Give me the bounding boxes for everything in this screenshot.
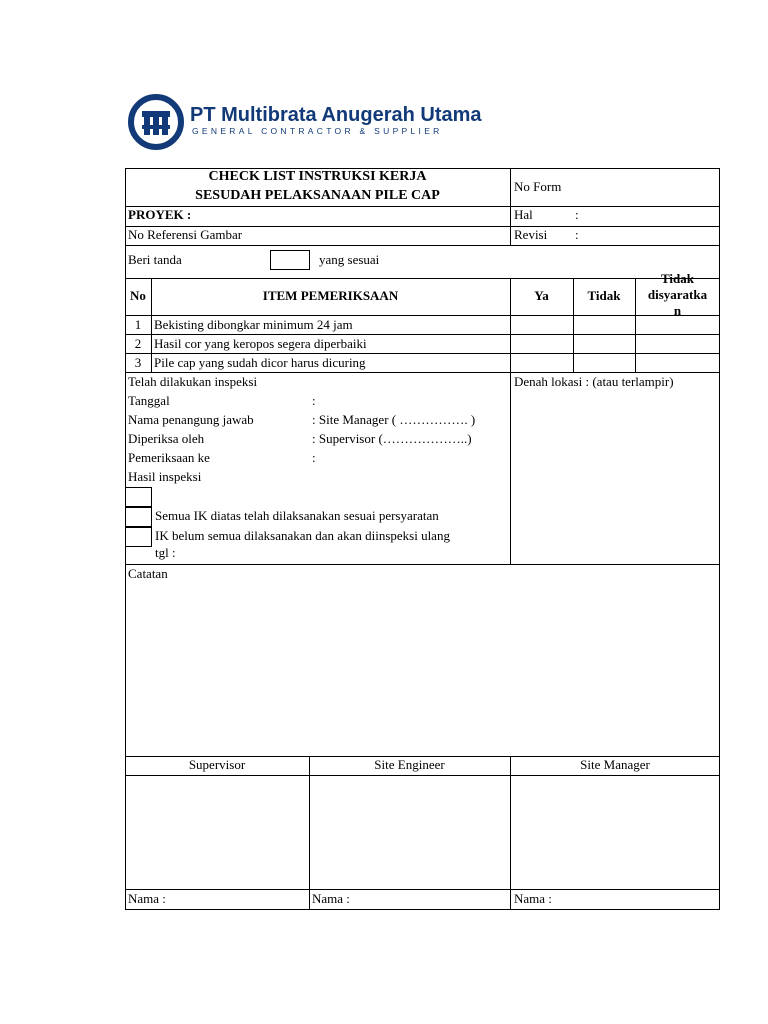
beri-tanda-label: Beri tanda [128,252,182,267]
header-tidak-disyaratkan-3: n [673,303,682,318]
hasil-checkbox-belum[interactable] [125,527,152,547]
company-logo-icon [128,94,184,150]
signature-site-manager-title: Site Manager [580,757,650,772]
form-title-line1: CHECK LIST INSTRUKSI KERJA [208,169,427,184]
pemeriksaan-ke-colon: : [312,450,316,465]
hasil-option-semua: Semua IK diatas telah dilaksanakan sesuai persyaratan [155,508,439,523]
header-tidak-disyaratkan-2: disyaratka [647,287,708,302]
hasil-option-belum-line1: IK belum semua dilaksanakan dan akan diinspeksi ulang [155,528,450,543]
signature-site-engineer-title: Site Engineer [374,757,445,772]
catatan-label: Catatan [128,566,168,581]
no-referensi-label: No Referensi Gambar [128,227,243,242]
header-ya: Ya [534,288,549,303]
penanggung-jawab-value: : Site Manager ( ……………. ) [312,412,476,427]
hasil-option-belum-line2: tgl : [155,545,176,560]
company-subtitle: GENERAL CONTRACTOR & SUPPLIER [192,126,443,136]
denah-lokasi-label: Denah lokasi : (atau terlampir) [514,374,674,389]
signature-site-engineer-nama: Nama : [312,891,350,906]
proyek-label: PROYEK : [128,207,192,222]
form-title-line2: SESUDAH PELAKSANAAN PILE CAP [195,188,440,203]
diperiksa-oleh-label: Diperiksa oleh [128,431,205,446]
header-item: ITEM PEMERIKSAAN [262,288,399,303]
legend-checkbox [270,250,310,270]
diperiksa-oleh-value: : Supervisor (………………..) [312,431,472,446]
signature-site-manager-nama: Nama : [514,891,552,906]
penanggung-jawab-label: Nama penangung jawab [128,412,254,427]
no-form-label: No Form [514,179,562,194]
signature-supervisor-title: Supervisor [188,757,246,772]
pemeriksaan-ke-label: Pemeriksaan ke [128,450,210,465]
row-3-item: Pile cap yang sudah dicor harus dicuring [154,355,366,370]
company-name: PT Multibrata Anugerah Utama [190,104,482,126]
row-3-no: 3 [134,355,142,370]
telah-dilakukan-label: Telah dilakukan inspeksi [128,374,258,389]
hasil-inspeksi-label: Hasil inspeksi [128,469,202,484]
hasil-checkbox-semua[interactable] [125,507,152,527]
hal-colon: : [575,207,579,222]
hasil-checkbox-blank[interactable] [125,487,152,507]
header-tidak: Tidak [587,288,621,303]
company-logo [128,94,184,150]
row-2-item: Hasil cor yang keropos segera diperbaiki [154,336,367,351]
tanggal-label: Tanggal [128,393,170,408]
row-1-item: Bekisting dibongkar minimum 24 jam [154,317,353,332]
row-1-no: 1 [134,317,142,332]
header-tidak-disyaratkan-1: Tidak [660,271,694,286]
revisi-colon: : [575,227,579,242]
revisi-label: Revisi [514,227,548,242]
row-2-no: 2 [134,336,142,351]
yang-sesuai-label: yang sesuai [319,252,380,267]
hal-label: Hal [514,207,533,222]
header-no: No [130,288,146,303]
tanggal-colon: : [312,393,316,408]
signature-supervisor-nama: Nama : [128,891,166,906]
